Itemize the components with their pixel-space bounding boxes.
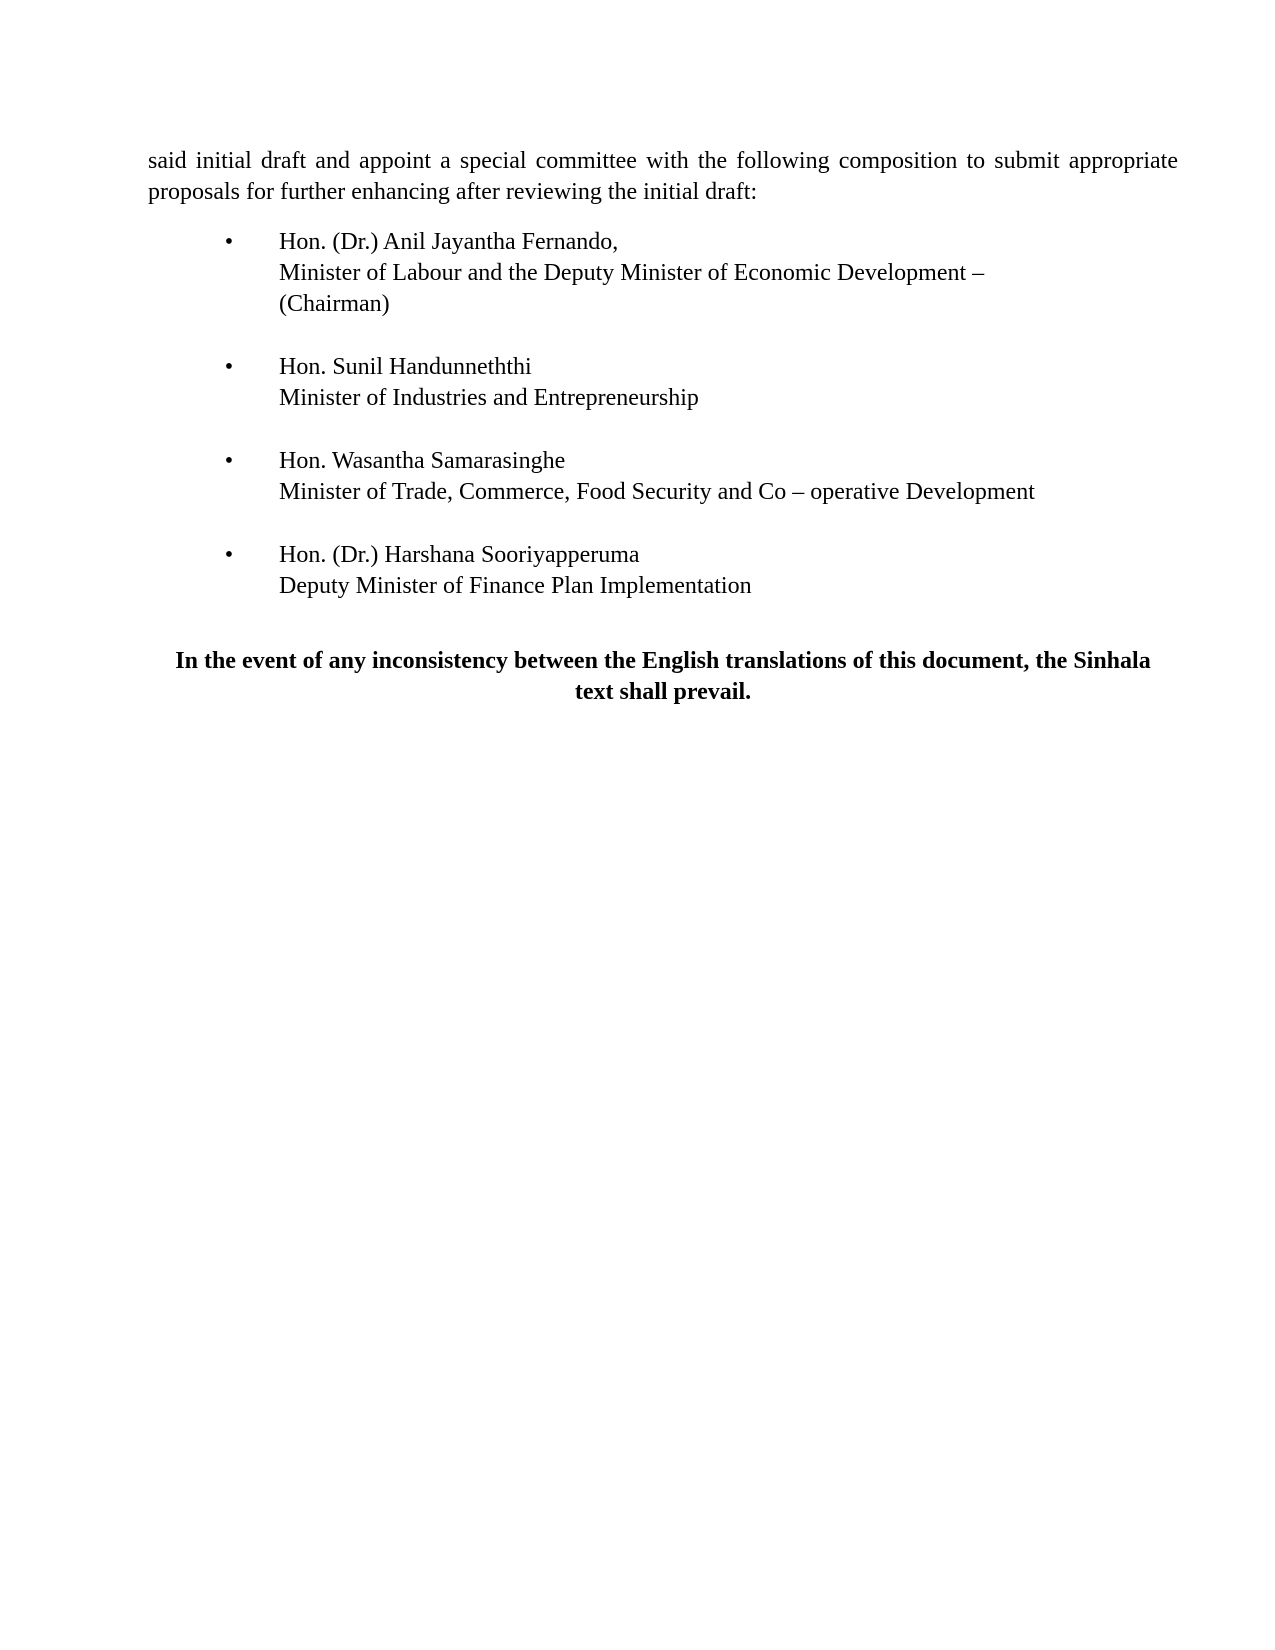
- committee-member-item: [0, 540, 1275, 602]
- committee-member-text: [279, 540, 1079, 602]
- committee-member-text: [279, 352, 1079, 414]
- intro-paragraph: [148, 146, 1178, 208]
- bullet-icon: •: [224, 542, 234, 568]
- bullet-icon: •: [224, 448, 234, 474]
- member-title: Minister of Trade, Commerce, Food Security and Co – operative Development: [279, 479, 1035, 505]
- member-name: Hon. (Dr.) Anil Jayantha Fernando,: [279, 229, 619, 255]
- committee-member-item: [0, 352, 1275, 414]
- member-name: Hon. Sunil Handunneththi: [279, 354, 532, 380]
- committee-member-list: [0, 227, 1275, 634]
- notice-line: text shall prevail.: [574, 679, 752, 705]
- member-name: Hon. Wasantha Samarasinghe: [279, 448, 566, 474]
- intro-line: proposals for further enhancing after reviewing the initial draft:: [148, 179, 758, 205]
- committee-member-text: [279, 227, 1079, 320]
- committee-member-text: [279, 446, 1079, 508]
- member-title: Minister of Labour and the Deputy Minister of Economic Development –: [279, 260, 985, 286]
- member-role: (Chairman): [279, 291, 390, 317]
- bullet-icon: •: [224, 354, 234, 380]
- bullet-icon: •: [224, 229, 234, 255]
- notice-line: In the event of any inconsistency between the English translations of this document, the Sinhala: [175, 648, 1151, 674]
- intro-line: said initial draft and appoint a special committee with the following composition to submit appropriate: [148, 148, 1178, 174]
- member-title: Deputy Minister of Finance Plan Implementation: [279, 573, 752, 599]
- committee-member-item: [0, 446, 1275, 508]
- member-title: Minister of Industries and Entrepreneurship: [279, 385, 699, 411]
- committee-member-item: [0, 227, 1275, 320]
- member-name: Hon. (Dr.) Harshana Sooriyapperuma: [279, 542, 640, 568]
- language-notice: [148, 646, 1178, 708]
